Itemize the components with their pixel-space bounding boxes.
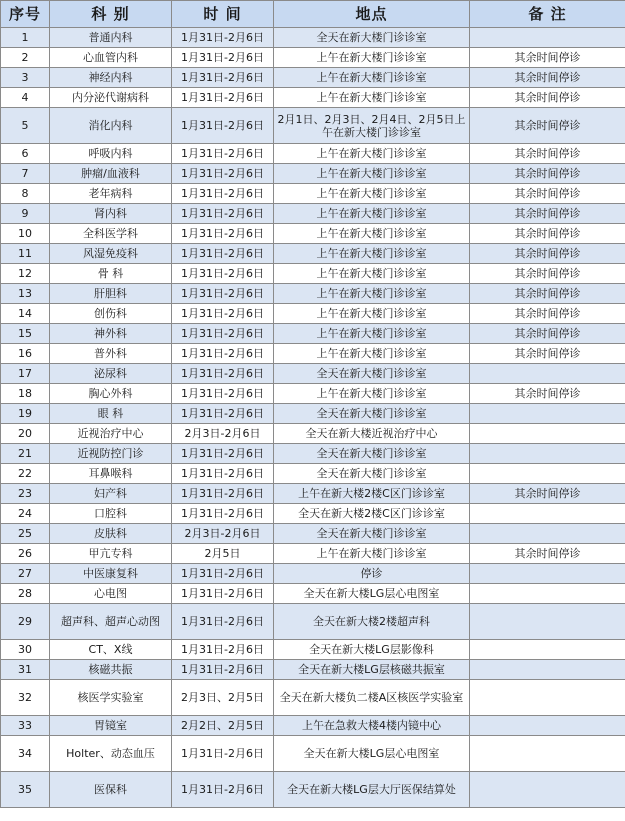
cell-location: 全天在新大楼2楼C区门诊诊室 [274, 504, 470, 524]
header-location: 地点 [274, 1, 470, 28]
cell-location: 上午在新大楼门诊诊室 [274, 384, 470, 404]
cell-note [470, 464, 625, 484]
table-row [1, 304, 625, 324]
table-row [1, 604, 625, 640]
cell-index: 5 [1, 108, 50, 144]
cell-note: 其余时间停诊 [470, 484, 625, 504]
cell-location: 全天在新大楼近视治疗中心 [274, 424, 470, 444]
cell-department: 全科医学科 [50, 224, 172, 244]
cell-time: 1月31日-2月6日 [172, 604, 274, 640]
cell-department: 胃镜室 [50, 716, 172, 736]
cell-time: 1月31日-2月6日 [172, 224, 274, 244]
cell-time: 2月3日-2月6日 [172, 424, 274, 444]
cell-time: 1月31日-2月6日 [172, 88, 274, 108]
cell-index: 31 [1, 660, 50, 680]
table-row [1, 524, 625, 544]
cell-department: 妇产科 [50, 484, 172, 504]
cell-note: 其余时间停诊 [470, 384, 625, 404]
cell-index: 9 [1, 204, 50, 224]
cell-note [470, 444, 625, 464]
table-row [1, 344, 625, 364]
cell-time: 1月31日-2月6日 [172, 736, 274, 772]
cell-index: 32 [1, 680, 50, 716]
table-row [1, 324, 625, 344]
cell-note: 其余时间停诊 [470, 224, 625, 244]
cell-index: 23 [1, 484, 50, 504]
cell-location: 全天在新大楼2楼超声科 [274, 604, 470, 640]
cell-location: 上午在新大楼2楼C区门诊诊室 [274, 484, 470, 504]
cell-time: 1月31日-2月6日 [172, 304, 274, 324]
cell-location: 全天在新大楼门诊诊室 [274, 524, 470, 544]
cell-department: 核医学实验室 [50, 680, 172, 716]
cell-department: 风湿免疫科 [50, 244, 172, 264]
table-row [1, 108, 625, 144]
cell-location: 上午在新大楼门诊诊室 [274, 204, 470, 224]
cell-time: 1月31日-2月6日 [172, 404, 274, 424]
table-row [1, 484, 625, 504]
table-row [1, 284, 625, 304]
cell-index: 11 [1, 244, 50, 264]
cell-time: 1月31日-2月6日 [172, 444, 274, 464]
cell-index: 29 [1, 604, 50, 640]
cell-department: 耳鼻喉科 [50, 464, 172, 484]
cell-department: 医保科 [50, 772, 172, 808]
cell-time: 1月31日-2月6日 [172, 108, 274, 144]
cell-note [470, 660, 625, 680]
cell-department: 肝胆科 [50, 284, 172, 304]
cell-time: 2月3日、2月5日 [172, 680, 274, 716]
cell-index: 34 [1, 736, 50, 772]
cell-time: 1月31日-2月6日 [172, 144, 274, 164]
cell-location: 上午在新大楼门诊诊室 [274, 48, 470, 68]
cell-department: 心血管内科 [50, 48, 172, 68]
cell-note [470, 772, 625, 808]
header-department: 科 别 [50, 1, 172, 28]
cell-note: 其余时间停诊 [470, 144, 625, 164]
cell-department: 普通内科 [50, 28, 172, 48]
cell-location: 全天在新大楼负二楼A区核医学实验室 [274, 680, 470, 716]
cell-department: 老年病科 [50, 184, 172, 204]
cell-note: 其余时间停诊 [470, 324, 625, 344]
cell-index: 26 [1, 544, 50, 564]
cell-index: 17 [1, 364, 50, 384]
cell-index: 2 [1, 48, 50, 68]
cell-department: CT、X线 [50, 640, 172, 660]
cell-department: 中医康复科 [50, 564, 172, 584]
cell-note [470, 504, 625, 524]
cell-location: 上午在急救大楼4楼内镜中心 [274, 716, 470, 736]
cell-department: 心电图 [50, 584, 172, 604]
cell-location: 全天在新大楼LG层核磁共振室 [274, 660, 470, 680]
cell-note: 其余时间停诊 [470, 284, 625, 304]
cell-location: 全天在新大楼门诊诊室 [274, 464, 470, 484]
cell-time: 1月31日-2月6日 [172, 264, 274, 284]
cell-location: 全天在新大楼LG层心电图室 [274, 736, 470, 772]
cell-index: 27 [1, 564, 50, 584]
cell-note: 其余时间停诊 [470, 244, 625, 264]
cell-location: 上午在新大楼门诊诊室 [274, 264, 470, 284]
cell-note: 其余时间停诊 [470, 344, 625, 364]
cell-time: 1月31日-2月6日 [172, 564, 274, 584]
table-row [1, 660, 625, 680]
cell-time: 1月31日-2月6日 [172, 324, 274, 344]
table-row [1, 444, 625, 464]
cell-department: 近视防控门诊 [50, 444, 172, 464]
table-row [1, 48, 625, 68]
cell-location: 上午在新大楼门诊诊室 [274, 68, 470, 88]
cell-note: 其余时间停诊 [470, 68, 625, 88]
table-row [1, 640, 625, 660]
table-row [1, 144, 625, 164]
cell-time: 1月31日-2月6日 [172, 344, 274, 364]
table-row [1, 464, 625, 484]
cell-note [470, 640, 625, 660]
cell-location: 上午在新大楼门诊诊室 [274, 224, 470, 244]
cell-note: 其余时间停诊 [470, 544, 625, 564]
header-index: 序号 [1, 1, 50, 28]
cell-department: 胸心外科 [50, 384, 172, 404]
cell-note [470, 564, 625, 584]
cell-index: 13 [1, 284, 50, 304]
cell-note: 其余时间停诊 [470, 304, 625, 324]
cell-time: 1月31日-2月6日 [172, 640, 274, 660]
cell-index: 4 [1, 88, 50, 108]
cell-note [470, 716, 625, 736]
cell-note [470, 584, 625, 604]
cell-department: 肿瘤/血液科 [50, 164, 172, 184]
cell-note: 其余时间停诊 [470, 108, 625, 144]
cell-note: 其余时间停诊 [470, 164, 625, 184]
table-row [1, 424, 625, 444]
cell-index: 21 [1, 444, 50, 464]
cell-time: 1月31日-2月6日 [172, 504, 274, 524]
cell-note [470, 364, 625, 384]
cell-department: 泌尿科 [50, 364, 172, 384]
cell-time: 1月31日-2月6日 [172, 584, 274, 604]
cell-time: 1月31日-2月6日 [172, 68, 274, 88]
cell-location: 上午在新大楼门诊诊室 [274, 284, 470, 304]
cell-note [470, 680, 625, 716]
cell-note [470, 736, 625, 772]
table-row [1, 28, 625, 48]
cell-index: 15 [1, 324, 50, 344]
cell-note: 其余时间停诊 [470, 204, 625, 224]
cell-time: 2月5日 [172, 544, 274, 564]
cell-department: 内分泌代谢病科 [50, 88, 172, 108]
cell-department: 眼 科 [50, 404, 172, 424]
cell-department: 核磁共振 [50, 660, 172, 680]
cell-location: 全天在新大楼门诊诊室 [274, 444, 470, 464]
cell-location: 上午在新大楼门诊诊室 [274, 88, 470, 108]
cell-location: 全天在新大楼门诊诊室 [274, 28, 470, 48]
cell-department: 皮肤科 [50, 524, 172, 544]
cell-location: 上午在新大楼门诊诊室 [274, 184, 470, 204]
cell-index: 18 [1, 384, 50, 404]
cell-time: 1月31日-2月6日 [172, 484, 274, 504]
cell-location: 全天在新大楼LG层影像科 [274, 640, 470, 660]
cell-index: 8 [1, 184, 50, 204]
cell-time: 2月3日-2月6日 [172, 524, 274, 544]
cell-location: 上午在新大楼门诊诊室 [274, 344, 470, 364]
cell-department: 口腔科 [50, 504, 172, 524]
cell-index: 22 [1, 464, 50, 484]
cell-time: 1月31日-2月6日 [172, 772, 274, 808]
cell-note: 其余时间停诊 [470, 48, 625, 68]
table-row [1, 164, 625, 184]
cell-index: 16 [1, 344, 50, 364]
cell-location: 全天在新大楼门诊诊室 [274, 364, 470, 384]
cell-location: 2月1日、2月3日、2月4日、2月5日上午在新大楼门诊诊室 [274, 108, 470, 144]
cell-index: 25 [1, 524, 50, 544]
cell-time: 1月31日-2月6日 [172, 28, 274, 48]
cell-index: 20 [1, 424, 50, 444]
cell-department: 创伤科 [50, 304, 172, 324]
table-row [1, 564, 625, 584]
cell-note: 其余时间停诊 [470, 184, 625, 204]
table-row [1, 504, 625, 524]
table-row [1, 736, 625, 772]
cell-index: 35 [1, 772, 50, 808]
table-row [1, 184, 625, 204]
table-row [1, 544, 625, 564]
table-row [1, 680, 625, 716]
cell-time: 1月31日-2月6日 [172, 244, 274, 264]
cell-index: 28 [1, 584, 50, 604]
table-row [1, 244, 625, 264]
cell-location: 停诊 [274, 564, 470, 584]
cell-index: 33 [1, 716, 50, 736]
table-body [1, 28, 625, 808]
cell-index: 3 [1, 68, 50, 88]
cell-location: 全天在新大楼门诊诊室 [274, 404, 470, 424]
cell-index: 14 [1, 304, 50, 324]
cell-department: 肾内科 [50, 204, 172, 224]
cell-index: 1 [1, 28, 50, 48]
cell-location: 上午在新大楼门诊诊室 [274, 144, 470, 164]
cell-department: 普外科 [50, 344, 172, 364]
cell-note [470, 404, 625, 424]
table-row [1, 88, 625, 108]
cell-department: 超声科、超声心动图 [50, 604, 172, 640]
cell-index: 30 [1, 640, 50, 660]
table-row [1, 224, 625, 244]
cell-location: 上午在新大楼门诊诊室 [274, 544, 470, 564]
cell-department: 神经内科 [50, 68, 172, 88]
cell-time: 2月2日、2月5日 [172, 716, 274, 736]
cell-index: 24 [1, 504, 50, 524]
table-row [1, 716, 625, 736]
cell-time: 1月31日-2月6日 [172, 164, 274, 184]
cell-note [470, 524, 625, 544]
cell-note [470, 604, 625, 640]
cell-location: 上午在新大楼门诊诊室 [274, 244, 470, 264]
cell-index: 10 [1, 224, 50, 244]
cell-department: 骨 科 [50, 264, 172, 284]
table-row [1, 264, 625, 284]
cell-location: 上午在新大楼门诊诊室 [274, 164, 470, 184]
cell-time: 1月31日-2月6日 [172, 48, 274, 68]
cell-index: 7 [1, 164, 50, 184]
table-row [1, 68, 625, 88]
cell-note: 其余时间停诊 [470, 88, 625, 108]
cell-time: 1月31日-2月6日 [172, 204, 274, 224]
cell-location: 上午在新大楼门诊诊室 [274, 304, 470, 324]
header-row [1, 1, 625, 28]
cell-department: 呼吸内科 [50, 144, 172, 164]
cell-time: 1月31日-2月6日 [172, 464, 274, 484]
cell-note [470, 424, 625, 444]
cell-index: 19 [1, 404, 50, 424]
header-note: 备 注 [470, 1, 625, 28]
cell-index: 6 [1, 144, 50, 164]
cell-time: 1月31日-2月6日 [172, 660, 274, 680]
cell-note: 其余时间停诊 [470, 264, 625, 284]
cell-time: 1月31日-2月6日 [172, 284, 274, 304]
cell-time: 1月31日-2月6日 [172, 384, 274, 404]
cell-department: 消化内科 [50, 108, 172, 144]
cell-department: Holter、动态血压 [50, 736, 172, 772]
table-row [1, 364, 625, 384]
header-time: 时 间 [172, 1, 274, 28]
cell-location: 全天在新大楼LG层心电图室 [274, 584, 470, 604]
table-row [1, 384, 625, 404]
cell-department: 神外科 [50, 324, 172, 344]
cell-index: 12 [1, 264, 50, 284]
cell-time: 1月31日-2月6日 [172, 364, 274, 384]
cell-location: 上午在新大楼门诊诊室 [274, 324, 470, 344]
table-row [1, 204, 625, 224]
cell-note [470, 28, 625, 48]
table-row [1, 404, 625, 424]
table-row [1, 772, 625, 808]
cell-department: 甲亢专科 [50, 544, 172, 564]
cell-time: 1月31日-2月6日 [172, 184, 274, 204]
cell-department: 近视治疗中心 [50, 424, 172, 444]
table-row [1, 584, 625, 604]
cell-location: 全天在新大楼LG层大厅医保结算处 [274, 772, 470, 808]
